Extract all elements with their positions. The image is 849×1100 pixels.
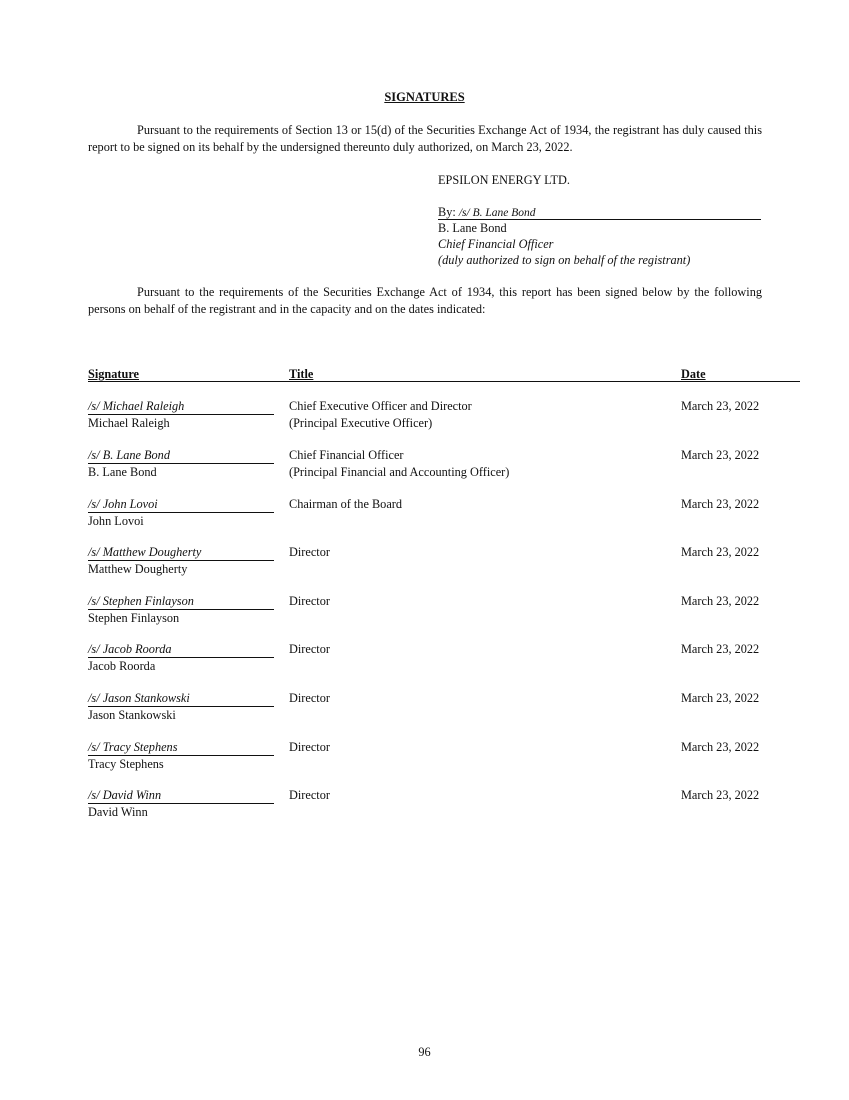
signer-name: Tracy Stephens — [88, 757, 164, 771]
second-paragraph: Pursuant to the requirements of the Securities Exchange Act of 1934, this report has been signed below by the following persons on behalf of the registrant and in the capacity and on the dates indicated: — [88, 285, 762, 316]
signed-date: March 23, 2022 — [681, 788, 760, 802]
registrant-signature: /s/ B. Lane Bond — [458, 207, 536, 219]
signature-row — [88, 399, 800, 439]
signature-row — [88, 642, 800, 682]
registrant-signature-line — [438, 204, 761, 220]
signature-row — [88, 594, 800, 634]
signer-title: Director — [289, 545, 330, 559]
signature-line: /s/ Michael Raleigh — [88, 399, 274, 415]
signer-subtitle: (Principal Financial and Accounting Officer) — [289, 465, 510, 479]
signed-date: March 23, 2022 — [681, 399, 760, 413]
signer-title: Director — [289, 691, 330, 705]
signature-line: /s/ Jason Stankowski — [88, 691, 274, 707]
signature-row — [88, 448, 800, 488]
signer-title: Director — [289, 594, 330, 608]
signature-line: /s/ John Lovoi — [88, 497, 274, 513]
signed-date: March 23, 2022 — [681, 594, 760, 608]
column-header-date: Date — [681, 367, 706, 381]
signature-line: /s/ B. Lane Bond — [88, 448, 274, 464]
signer-name: Stephen Finlayson — [88, 611, 180, 625]
signed-date: March 23, 2022 — [681, 642, 760, 656]
registrant-signer-title: Chief Financial Officer — [438, 237, 554, 251]
intro-paragraph: Pursuant to the requirements of Section 13 or 15(d) of the Securities Exchange Act of 1934, the registrant has duly caused this report to be signed on its behalf by the undersigned thereunto duly authorized, on March 23, 2022. — [88, 123, 762, 154]
page-title: SIGNATURES — [384, 90, 465, 104]
registrant-signer-name: B. Lane Bond — [438, 221, 507, 235]
signed-date: March 23, 2022 — [681, 497, 760, 511]
signature-row — [88, 497, 800, 537]
page-number: 96 — [418, 1045, 431, 1059]
company-name: EPSILON ENERGY LTD. — [438, 173, 570, 187]
signer-name: B. Lane Bond — [88, 465, 157, 479]
registrant-signature-block — [438, 204, 761, 268]
signed-date: March 23, 2022 — [681, 691, 760, 705]
signature-line: /s/ Matthew Dougherty — [88, 545, 274, 561]
by-prefix: By: — [438, 205, 459, 219]
signature-line: /s/ Tracy Stephens — [88, 740, 274, 756]
signer-title: Director — [289, 740, 330, 754]
signer-title: Chief Executive Officer and Director — [289, 399, 472, 413]
column-header-signature: Signature — [88, 367, 140, 381]
signer-name: Michael Raleigh — [88, 416, 170, 430]
signer-title: Chief Financial Officer — [289, 448, 404, 462]
signer-name: Jacob Roorda — [88, 659, 156, 673]
signer-title: Chairman of the Board — [289, 497, 403, 511]
signature-line: /s/ David Winn — [88, 788, 274, 804]
signature-row — [88, 740, 800, 780]
signature-line: /s/ Stephen Finlayson — [88, 594, 274, 610]
signer-subtitle: (Principal Executive Officer) — [289, 416, 433, 430]
signed-date: March 23, 2022 — [681, 740, 760, 754]
signature-row — [88, 545, 800, 585]
signer-name: Matthew Dougherty — [88, 562, 188, 576]
registrant-authorization: (duly authorized to sign on behalf of the registrant) — [438, 253, 691, 267]
signed-date: March 23, 2022 — [681, 448, 760, 462]
signature-row — [88, 691, 800, 731]
signer-name: John Lovoi — [88, 514, 144, 528]
signature-row — [88, 788, 800, 828]
column-header-title: Title — [289, 367, 314, 381]
signer-title: Director — [289, 642, 330, 656]
signer-title: Director — [289, 788, 330, 802]
signature-line: /s/ Jacob Roorda — [88, 642, 274, 658]
header-rule — [88, 381, 800, 382]
signer-name: Jason Stankowski — [88, 708, 176, 722]
signer-name: David Winn — [88, 805, 148, 819]
signed-date: March 23, 2022 — [681, 545, 760, 559]
